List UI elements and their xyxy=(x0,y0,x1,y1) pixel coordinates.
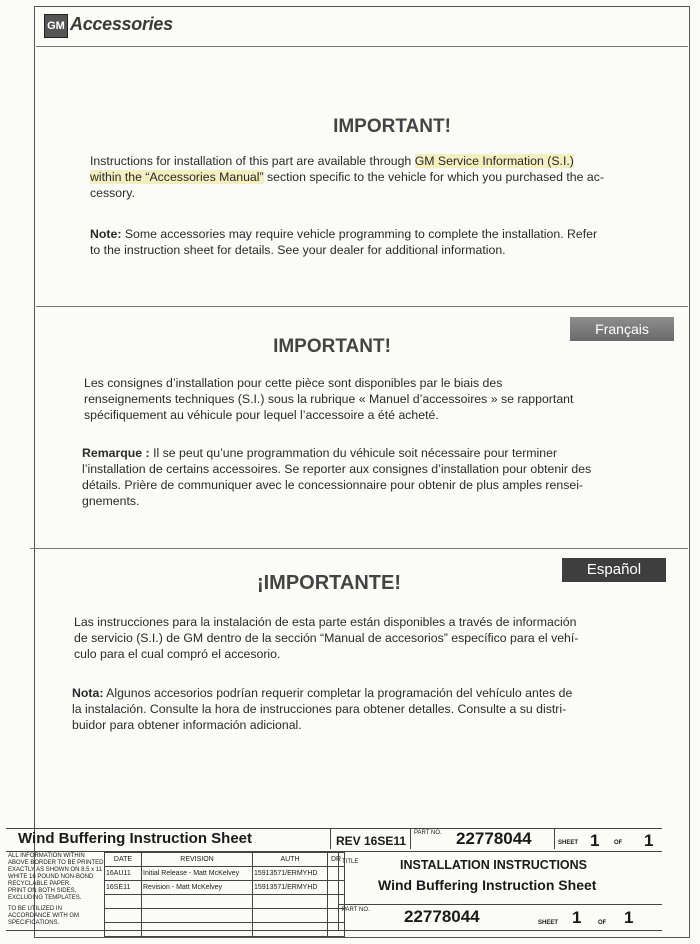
note-label: Nota: xyxy=(72,686,104,700)
english-title: IMPORTANT! xyxy=(333,116,451,137)
english-text: Instructions for installation of this part are available through xyxy=(90,154,415,168)
note-text: Algunos accesorios podrían requerir completar la programación del vehículo antes de xyxy=(103,686,573,700)
part-no-label: PART NO. xyxy=(414,830,442,836)
sheet-number: 1 xyxy=(590,831,600,850)
installation-instructions-title: INSTALLATION INSTRUCTIONS xyxy=(400,858,588,872)
row-auth: 15913571/ERMYHD xyxy=(253,867,328,881)
row-date: 16SE11 xyxy=(105,881,142,895)
spanish-text: de servicio (S.I.) de GM dentro de la sección “Manual de accesorios” específico para el vehí- xyxy=(74,631,579,645)
spanish-note xyxy=(72,685,668,733)
col-auth: AUTH xyxy=(253,853,328,867)
row-dr xyxy=(328,867,345,881)
title-label: TITLE xyxy=(342,859,359,865)
sheet-number-lower: 1 xyxy=(572,908,582,927)
note-text: gnements. xyxy=(82,494,140,508)
sheet-label: SHEET xyxy=(558,840,579,846)
note-label: Note: xyxy=(90,227,122,241)
row-auth: 15913571/ERMYHD xyxy=(253,881,328,895)
rev-label: REV 16SE11 xyxy=(336,834,407,848)
row-revision: Revision - Matt McKelvey xyxy=(142,881,253,895)
french-title: IMPORTANT! xyxy=(273,336,391,357)
cell-divider xyxy=(338,852,339,930)
of-number: 1 xyxy=(644,831,654,850)
highlight-si: GM Service Information (S.I.) xyxy=(414,154,574,168)
of-label: OF xyxy=(614,840,623,846)
divider xyxy=(36,306,688,307)
note-text: Il se peut qu’une programmation du véhicule soit nécessaire pour terminer xyxy=(149,446,558,460)
brand-title: Accessories xyxy=(70,14,173,34)
note-text: l’installation de certains accessoires. Se reporter aux consignes d’installation pour obtenir des xyxy=(82,462,592,476)
spanish-text: culo para el cual compró el accesorio. xyxy=(74,647,281,661)
french-text: renseignements techniques (S.I.) sous la rubrique « Manuel d’accessoires » se rapportant xyxy=(84,392,574,406)
print-note: ALL INFORMATION WITHIN ABOVE BORDER TO BE PRINTED EXACTLY AS SHOWN ON 8.5 x 11 WHITE 16 POUND NON-BOND RECYCLABLE PAPER. xyxy=(8,853,104,887)
cell-divider xyxy=(410,829,411,849)
note-text: buidor para obtener información adicional. xyxy=(72,718,302,732)
sheet-label-lower: SHEET xyxy=(538,920,559,926)
part-number: 22778044 xyxy=(456,829,532,848)
note-text: la instalación. Consulte la hora de instrucciones para obtener detalles. Consulte a su distri- xyxy=(72,702,567,716)
gm-logo: GM xyxy=(44,14,68,38)
note-text: Some accessories may require vehicle programming to complete the installation. Refer xyxy=(121,227,598,241)
english-note xyxy=(90,226,650,258)
note-label: Remarque : xyxy=(82,446,150,460)
of-label-lower: OF xyxy=(598,920,607,926)
part-no-label-lower: PART NO. xyxy=(342,907,370,913)
francais-tag: Français xyxy=(570,317,674,341)
header xyxy=(36,8,688,47)
wind-buffering-title: Wind Buffering Instruction Sheet xyxy=(378,877,597,893)
part-number-lower: 22778044 xyxy=(404,907,480,926)
english-instructions xyxy=(90,153,650,201)
row-dr xyxy=(328,881,345,895)
col-dr: DR xyxy=(328,853,345,867)
english-text: section specific to the vehicle for which you purchased the ac- xyxy=(263,170,604,184)
espanol-tag: Español xyxy=(562,558,666,582)
print-note: TO BE UTILIZED IN ACCORDANCE WITH GM SPECIFICATIONS. xyxy=(8,906,79,926)
note-text: to the instruction sheet for details. See your dealer for additional information. xyxy=(90,243,506,257)
row-revision: Initial Release - Matt McKelvey xyxy=(142,867,253,881)
revision-table xyxy=(104,852,345,937)
french-note xyxy=(82,445,672,509)
row-date: 16AU11 xyxy=(105,867,142,881)
french-text: spécifiquement au véhicule pour lequel l’accessoire a été acheté. xyxy=(84,408,439,422)
spanish-title: ¡IMPORTANTE! xyxy=(256,572,402,594)
sheet-title: Wind Buffering Instruction Sheet xyxy=(18,830,253,847)
col-date: DATE xyxy=(105,853,142,867)
cell-divider xyxy=(338,904,662,905)
french-instructions xyxy=(84,375,664,423)
french-text: Les consignes d’installation pour cette pièce sont disponibles par le biais des xyxy=(84,376,503,390)
cell-divider xyxy=(554,829,555,849)
english-text: cessory. xyxy=(90,186,135,200)
divider xyxy=(30,548,688,549)
spanish-instructions xyxy=(74,614,664,662)
spanish-text: Las instrucciones para la instalación de esta parte están disponibles a través de información xyxy=(74,615,577,629)
note-text: détails. Prière de communiquer avec le concessionnaire pour obtenir de plus amples rensei- xyxy=(82,478,584,492)
col-revision: REVISION xyxy=(142,853,253,867)
print-note: PRINT ON BOTH SIDES, EXCLUDING TEMPLATES. xyxy=(8,888,82,901)
of-number-lower: 1 xyxy=(624,908,634,927)
print-notes xyxy=(8,853,104,927)
highlight-manual: within the “Accessories Manual” xyxy=(90,170,264,184)
